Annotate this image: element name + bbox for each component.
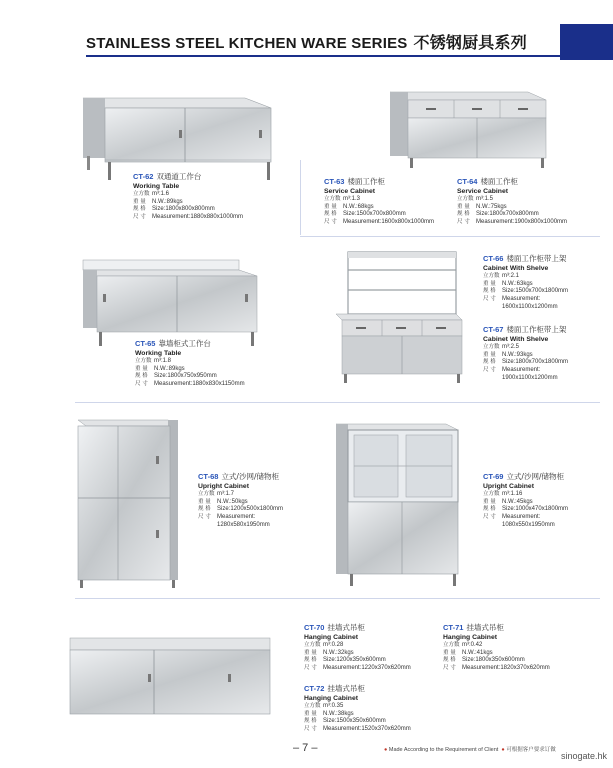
product-name-cn: 楼面工作柜 (347, 177, 385, 186)
spec-value: Size:1200x350x600mm (323, 657, 386, 664)
spec-key: 重 量 (304, 649, 317, 656)
spec-key: 规 格 (135, 373, 148, 380)
title-cn: 不锈钢厨具系列 (413, 33, 527, 52)
spec-key: 立方数 (324, 196, 341, 203)
spec-key: 尺 寸 (483, 513, 496, 520)
spec-key: 规 格 (483, 359, 496, 366)
product-name-en: Upright Cabinet (198, 482, 249, 490)
footer-note (384, 745, 556, 753)
product-name-cn: 双通道工作台 (156, 172, 202, 181)
spec-value: N.W.:68kgs (343, 203, 374, 210)
spec-value: N.W.:93kgs (502, 351, 533, 358)
product-ct64 (457, 178, 567, 227)
divider (75, 598, 600, 599)
spec-value: Size:1500x700x1800mm (502, 288, 569, 295)
spec-value: m³:1.5 (476, 196, 494, 203)
cabinet-with-shelve-image (334, 250, 464, 385)
spec-value: N.W.:63kgs (502, 280, 533, 287)
divider (300, 160, 301, 235)
spec-value: N.W.:89kgs (152, 198, 183, 205)
product-code: CT-71 (443, 623, 464, 632)
spec-value: m³:1.7 (217, 491, 235, 498)
spec-key: 立方数 (443, 642, 460, 649)
product-name-cn: 立式/沙网/储物柜 (221, 472, 279, 481)
spec-value: Measurement:1900x800x1000mm (476, 218, 568, 225)
spec-value: N.W.:38kgs (323, 710, 354, 717)
spec-value: Measurement:1220x370x620mm (323, 664, 411, 671)
spec-value: Size:1500x700x800mm (343, 211, 406, 218)
product-name-cn: 立式/沙网/储物柜 (506, 472, 564, 481)
spec-key: 规 格 (133, 206, 146, 213)
spec-value: Measurement:1880x830x1150mm (154, 380, 245, 387)
spec-value: Size:1800x800x800mm (152, 206, 215, 213)
spec-value: Measurement:1520x370x620mm (323, 725, 411, 732)
spec-key: 立方数 (483, 491, 500, 498)
page-number: – 7 – (293, 742, 318, 754)
product-code: CT-64 (457, 177, 478, 186)
spec-value: m³:2.5 (502, 344, 520, 351)
footer-note-en: Made According to the Requirement of Client (388, 747, 499, 753)
spec-key: 尺 寸 (443, 664, 456, 671)
spec-value: N.W.:41kgs (462, 649, 493, 656)
spec-key: 重 量 (443, 649, 456, 656)
spec-value: Measurement:1880x880x1000mm (152, 213, 244, 220)
spec-value: m³:0.28 (323, 642, 344, 649)
spec-value: N.W.:89kgs (154, 365, 185, 372)
product-name-en: Upright Cabinet (483, 482, 534, 490)
spec-key: 尺 寸 (198, 513, 211, 520)
spec-key: 尺 寸 (483, 366, 496, 373)
spec-value: m³:1.3 (343, 196, 361, 203)
product-name-en: Hanging Cabinet (304, 694, 358, 702)
header-rule (86, 55, 560, 57)
product-code: CT-67 (483, 325, 504, 334)
spec-key: 规 格 (304, 718, 317, 725)
product-name-en: Service Cabinet (457, 187, 508, 195)
page-title (86, 30, 527, 53)
spec-value: 1600x1100x1200mm (502, 303, 558, 310)
spec-key: 立方数 (135, 358, 152, 365)
product-ct68 (198, 473, 283, 529)
spec-value: N.W.:45kgs (502, 498, 533, 505)
spec-key: 立方数 (304, 642, 321, 649)
bullet-icon: ● (501, 747, 505, 753)
spec-key: 尺 寸 (304, 664, 317, 671)
spec-value: 1900x1100x1200mm (502, 374, 558, 381)
product-name-en: Hanging Cabinet (304, 633, 358, 641)
spec-key: 规 格 (443, 657, 456, 664)
spec-value: Size:1200x500x1800mm (217, 506, 284, 513)
upright-glass-cabinet-image (334, 420, 462, 590)
spec-key: 规 格 (198, 506, 211, 513)
watermark-brand: sinogate.hk (560, 751, 607, 761)
product-code: CT-63 (324, 177, 345, 186)
spec-value: Measurement: (502, 295, 541, 302)
spec-value: Size:1000x470x1800mm (502, 506, 569, 513)
spec-key: 尺 寸 (457, 218, 470, 225)
product-code: CT-72 (304, 684, 325, 693)
spec-key: 重 量 (133, 198, 146, 205)
product-ct66 (483, 255, 568, 311)
product-name-cn: 挂墙式吊柜 (466, 623, 504, 632)
spec-key: 尺 寸 (135, 380, 148, 387)
spec-key: 规 格 (324, 211, 337, 218)
spec-key: 规 格 (457, 211, 470, 218)
spec-key: 重 量 (324, 203, 337, 210)
product-code: CT-70 (304, 623, 325, 632)
divider (75, 402, 600, 403)
product-ct62 (133, 173, 243, 222)
product-code: CT-66 (483, 254, 504, 263)
title-en: STAINLESS STEEL KITCHEN WARE SERIES (86, 35, 408, 52)
spec-value: Size:1800x350x600mm (462, 657, 525, 664)
footer-note-cn: 可根据客户要求订做 (506, 747, 556, 753)
spec-key: 尺 寸 (483, 295, 496, 302)
spec-value: m³:0.35 (323, 703, 344, 710)
product-name-en: Hanging Cabinet (443, 633, 497, 641)
product-name-cn: 靠墙柜式工作台 (158, 339, 211, 348)
spec-key: 规 格 (483, 288, 496, 295)
spec-key: 规 格 (304, 657, 317, 664)
spec-value: Measurement: (502, 366, 541, 373)
product-name-en: Service Cabinet (324, 187, 375, 195)
spec-key: 立方数 (483, 273, 500, 280)
spec-value: Measurement:1820x370x620mm (462, 664, 550, 671)
product-ct65 (135, 340, 245, 389)
spec-value: Measurement: (502, 513, 541, 520)
product-name-en: Cabinet With Shelve (483, 264, 549, 272)
spec-value: N.W.:50kgs (217, 498, 248, 505)
spec-key: 重 量 (483, 351, 496, 358)
product-code: CT-62 (133, 172, 154, 181)
hanging-cabinet-image (68, 636, 274, 716)
product-name-en: Working Table (135, 349, 182, 357)
spec-value: Size:1800x700x800mm (476, 211, 539, 218)
product-ct69 (483, 473, 568, 529)
wall-working-table-image (75, 258, 265, 350)
spec-value: 1080x550x1950mm (502, 521, 555, 528)
spec-key: 尺 寸 (324, 218, 337, 225)
spec-key: 重 量 (198, 498, 211, 505)
product-name-cn: 楼面工作柜 (480, 177, 518, 186)
spec-key: 立方数 (198, 491, 215, 498)
product-name-cn: 楼面工作柜带上架 (506, 325, 567, 334)
spec-key: 重 量 (304, 710, 317, 717)
product-name-en: Cabinet With Shelve (483, 335, 549, 343)
spec-value: m³:2.1 (502, 273, 520, 280)
spec-key: 尺 寸 (133, 213, 146, 220)
product-ct70 (304, 624, 411, 673)
spec-key: 重 量 (457, 203, 470, 210)
product-code: CT-68 (198, 472, 219, 481)
bullet-icon: ● (384, 747, 388, 753)
product-ct67 (483, 326, 568, 382)
product-name-cn: 挂墙式吊柜 (327, 684, 365, 693)
spec-value: Size:1800x750x950mm (154, 373, 217, 380)
spec-key: 重 量 (135, 365, 148, 372)
divider (300, 236, 600, 237)
working-table-image (75, 90, 275, 185)
service-cabinet-image (388, 88, 550, 170)
spec-key: 立方数 (483, 344, 500, 351)
spec-value: N.W.:75kgs (476, 203, 507, 210)
spec-value: m³:1.8 (154, 358, 172, 365)
spec-key: 立方数 (304, 703, 321, 710)
product-ct63 (324, 178, 434, 227)
product-code: CT-65 (135, 339, 156, 348)
spec-value: 1280x580x1950mm (217, 521, 270, 528)
header-accent-block (560, 24, 613, 60)
spec-value: Size:1800x700x1800mm (502, 359, 569, 366)
product-name-cn: 楼面工作柜带上架 (506, 254, 567, 263)
spec-value: N.W.:32kgs (323, 649, 354, 656)
spec-key: 尺 寸 (304, 725, 317, 732)
spec-key: 重 量 (483, 498, 496, 505)
spec-value: m³:0.42 (462, 642, 483, 649)
product-code: CT-69 (483, 472, 504, 481)
product-ct72 (304, 685, 411, 734)
upright-cabinet-image (72, 418, 184, 590)
product-ct71 (443, 624, 550, 673)
spec-key: 规 格 (483, 506, 496, 513)
spec-value: m³:1.16 (502, 491, 523, 498)
spec-key: 重 量 (483, 280, 496, 287)
spec-key: 立方数 (457, 196, 474, 203)
spec-key: 立方数 (133, 191, 150, 198)
product-name-cn: 挂墙式吊柜 (327, 623, 365, 632)
spec-value: m³:1.6 (152, 191, 170, 198)
spec-value: Measurement:1600x800x1000mm (343, 218, 435, 225)
spec-value: Size:1500x350x600mm (323, 718, 386, 725)
product-name-en: Working Table (133, 182, 180, 190)
spec-value: Measurement: (217, 513, 256, 520)
